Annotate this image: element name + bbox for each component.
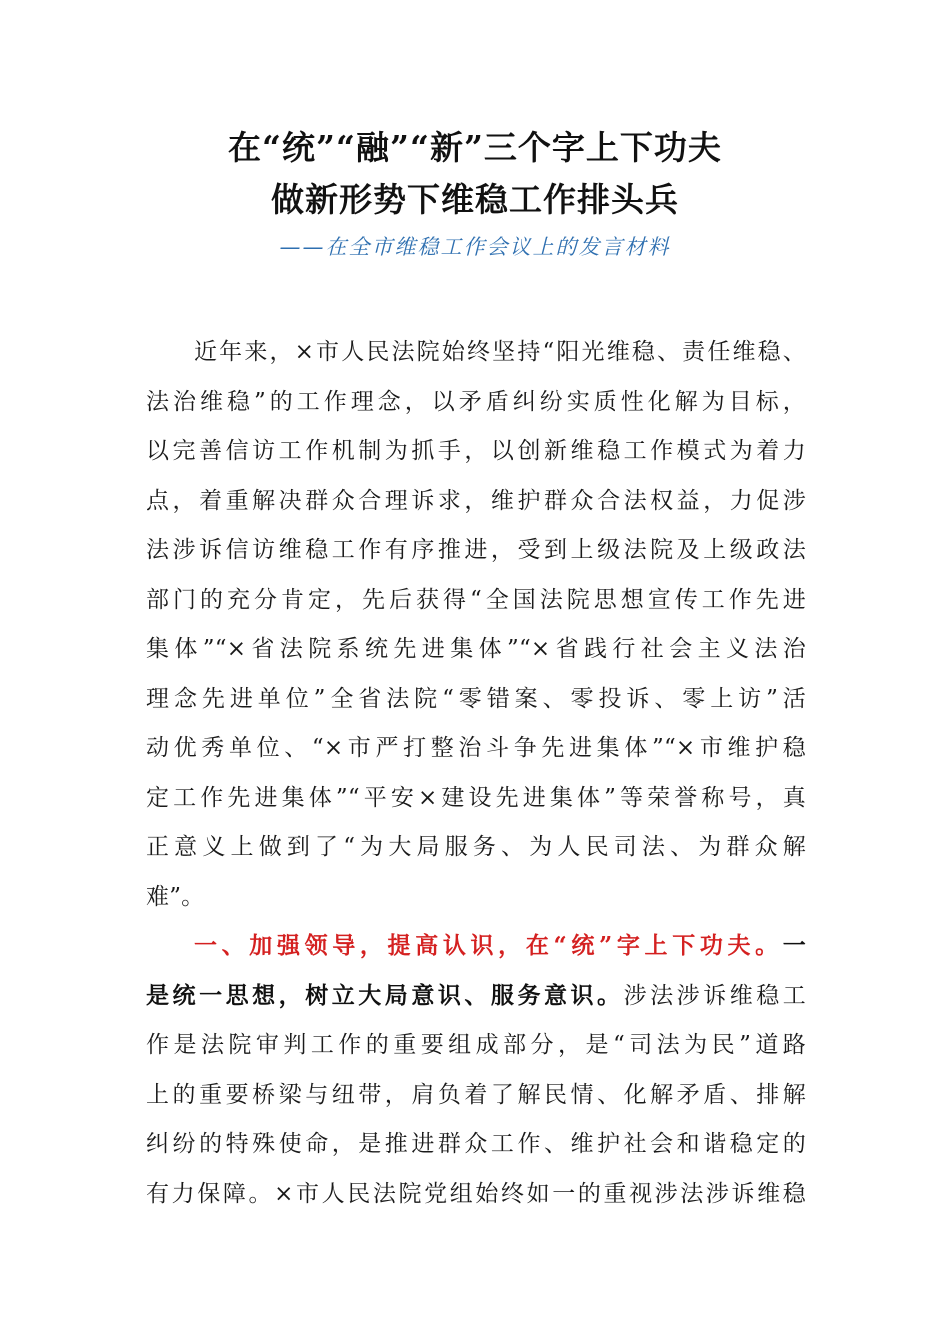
section1-line <box>146 976 806 1026</box>
document-body <box>146 332 806 1223</box>
para1-line: 法治维稳”的工作理念，以矛盾纠纷实质性化解为目标， <box>146 388 806 415</box>
para1-line: 动优秀单位、“×市严打整治斗争先进集体”“×市维护稳 <box>146 735 806 761</box>
para1-line: 理念先进单位”全省法院“零错案、零投诉、零上访”活 <box>146 685 806 712</box>
section1-line: 有力保障。×市人民法院党组始终如一的重视涉法涉诉维稳 <box>146 1180 806 1207</box>
para1-line: 以完善信访工作机制为抓手，以创新维稳工作模式为着力 <box>146 438 806 464</box>
document-title-line2: 做新形势下维稳工作排头兵 <box>271 180 679 219</box>
document-title-line1: 在“统”“融”“新”三个字上下功夫 <box>228 128 722 167</box>
section1-heading-line <box>146 926 806 976</box>
section1-line: 作是法院审判工作的重要组成部分，是“司法为民”道路 <box>146 1032 806 1058</box>
para1-line: 点，着重解决群众合理诉求，维护群众合法权益，力促涉 <box>146 487 806 514</box>
document-subtitle: ——在全市维稳工作会议上的发言材料 <box>279 235 671 259</box>
para1-line: 近年来，×市人民法院始终坚持“阳光维稳、责任维稳、 <box>194 339 806 365</box>
section1-line: 上的重要桥梁与纽带，肩负着了解民情、化解矛盾、排解 <box>146 1081 806 1108</box>
para1-line: 定工作先进集体”“平安×建设先进集体”等荣誉称号，真 <box>146 784 806 811</box>
para1-line: 部门的充分肯定，先后获得“全国法院思想宣传工作先进 <box>146 586 806 613</box>
section1-heading: 一、加强领导，提高认识，在“统”字上下功夫。 <box>194 932 783 959</box>
para1-line: 正意义上做到了“为大局服务、为人民司法、为群众解 <box>146 834 806 860</box>
section1-line-rest: 涉法涉诉维稳工 <box>623 982 806 1009</box>
section1-subpoint-title: 是统一思想，树立大局意识、服务意识。 <box>146 981 624 1009</box>
section1-subpoint-start: 一 <box>782 932 806 959</box>
para1-line: 法涉诉信访维稳工作有序推进，受到上级法院及上级政法 <box>146 537 806 563</box>
para1-line: 集体”“×省法院系统先进集体”“×省践行社会主义法治 <box>146 636 806 662</box>
para1-line: 难”。 <box>146 883 205 910</box>
section1-line: 纠纷的特殊使命，是推进群众工作、维护社会和谐稳定的 <box>146 1131 806 1157</box>
